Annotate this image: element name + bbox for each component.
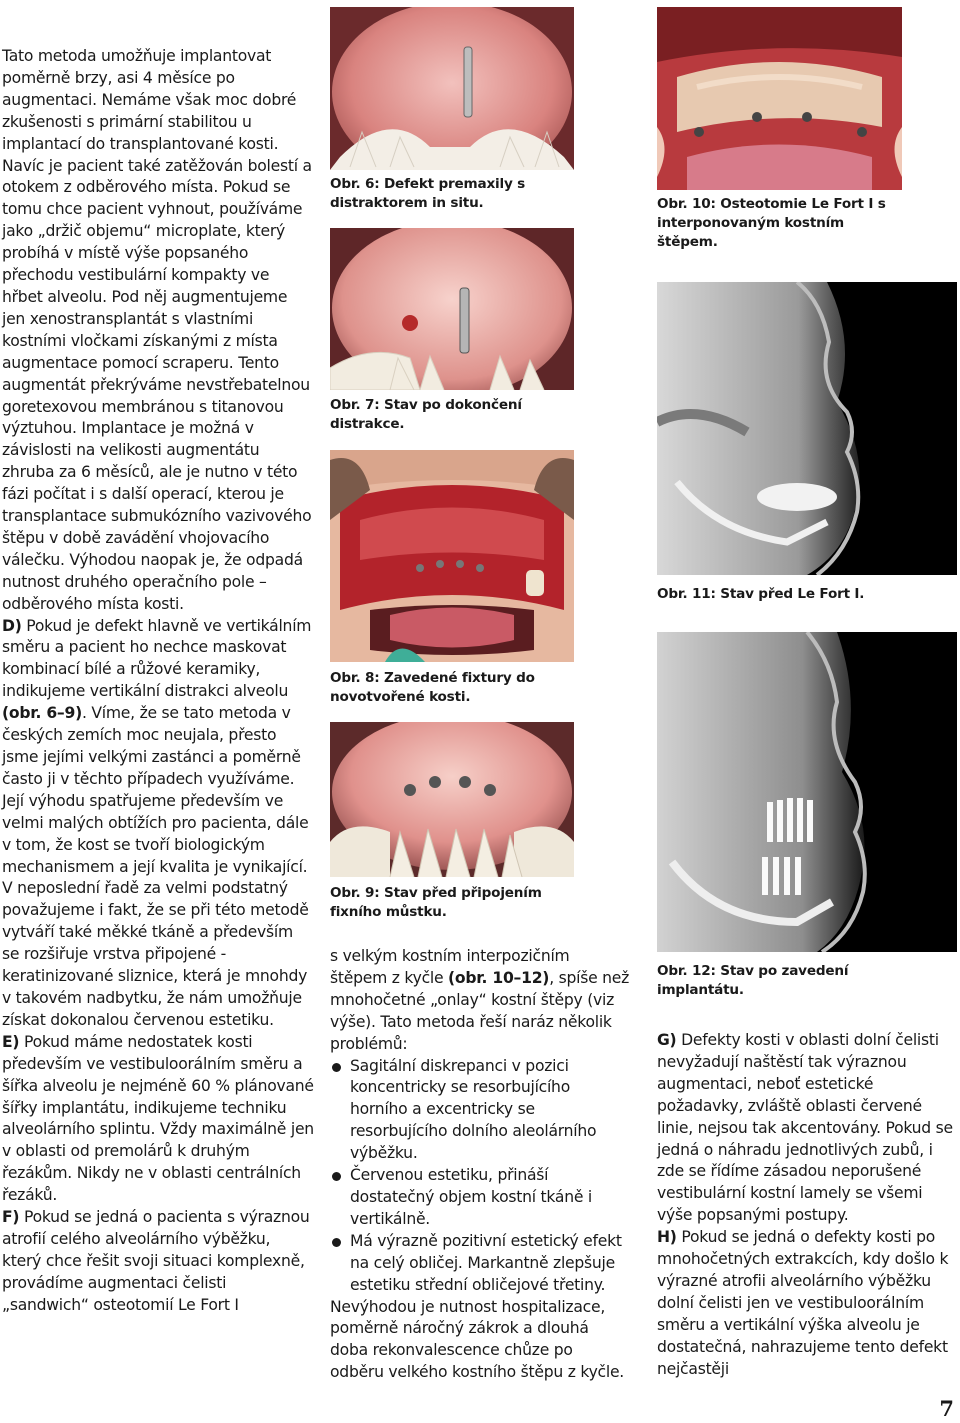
list-item: Červenou estetiku, přináší dostatečný objem kostní tkáně i vertikálně. bbox=[330, 1165, 630, 1231]
page-number: 7 bbox=[939, 1396, 954, 1421]
figure-10-caption: Obr. 10: Osteotomie Le Fort I s interponovaným kostním štěpem. bbox=[657, 196, 886, 250]
figure-11-xray bbox=[657, 282, 957, 575]
figure-9-photo bbox=[330, 722, 574, 877]
bullet-list bbox=[330, 1056, 630, 1297]
column-2-text bbox=[330, 946, 630, 1384]
paragraph-disadvantage: Nevýhodou je nutnost hospitalizace, poměrně náročný zákrok a dlouhá doba rekonvalescence chůze po odběru velkého kostního štěpu z kyčle. bbox=[330, 1297, 625, 1382]
section-f-label: F) bbox=[2, 1208, 20, 1227]
figure-ref-10-12: (obr. 10–12) bbox=[448, 968, 550, 987]
figure-6-caption: Obr. 6: Defekt premaxily s distraktorem in situ. bbox=[330, 176, 526, 211]
figure-6-photo bbox=[330, 7, 574, 170]
column-3-text bbox=[657, 1030, 957, 1381]
figure-9-caption: Obr. 9: Stav před připojením fixního můstku. bbox=[330, 885, 542, 920]
figure-8-photo bbox=[330, 450, 574, 662]
section-e-label: E) bbox=[2, 1032, 20, 1051]
figure-12-caption: Obr. 12: Stav po zavedení implantátu. bbox=[657, 963, 849, 998]
figure-ref-6-9: (obr. 6–9) bbox=[2, 704, 82, 723]
figure-10-photo bbox=[657, 7, 902, 190]
figure-8-caption: Obr. 8: Zavedené fixtury do novotvořené kosti. bbox=[330, 670, 535, 705]
section-g-label: G) bbox=[657, 1031, 677, 1049]
paragraph-intro: Tato metoda umožňuje implantovat poměrně brzy, asi 4 měsíce po augmentaci. Nemáme však moc dobré zkušenosti s primární stabilitou u implantací do transplantované kosti. Navíc je pacient také zatěžován bolestí a otokem z odběrového místa. Pokud se tomu chce pacient vyhnout, používáme jako „držič objemu“ microplate, který probíhá v místě výše popsaného přechodu vestibulární kompakty ve hřbet alveolu. Pod něj augmentujeme jen xenostransplantát s vlastními kostními vločkami získanými z místa augmentace pomocí scraperu. Tento augmentát překrýváme nevstřebatelnou goretexovou membránou s titanovou výztuhou. Implantace je možná v závislosti na velikosti augmentátu zhruba za 6 měsíců, ale je nutno v této fázi počítat i s další operací, kterou je transplantace submukózního vazivového štěpu v době zavádění vhojovacího válečku. Výhodou naopak je, že odpadá nutnost druhého operačního pole – odběrového místa kosti. bbox=[2, 47, 312, 613]
figure-7-caption: Obr. 7: Stav po dokončení distrakce. bbox=[330, 397, 522, 432]
bullet-icon bbox=[332, 1063, 341, 1072]
section-h-label: H) bbox=[657, 1228, 677, 1247]
figure-7-photo bbox=[330, 228, 574, 390]
paragraph-h: H) Pokud se jedná o defekty kosti po mnohočetných extrakcích, kdy došlo k výrazné atrofii alveolárního výběžku dolní čelisti jen ve vestibuloorálním směru a vertikální výška alveolu je dostatečná, nahrazujeme tento defekt nejčastěji bbox=[657, 1228, 949, 1378]
section-d-label: D) bbox=[2, 616, 22, 635]
paragraph-f: F) Pokud se jedná o pacienta s výraznou atrofií celého alveolárního výběžku, který chce řešit svoji situaci komplexně, provádíme augmentaci čelisti „sandwich“ osteotomií Le Fort I bbox=[2, 1208, 310, 1314]
paragraph-e: E) Pokud máme nedostatek kosti především ve vestibuloorálním směru a šířka alveolu je nejméně 60 % plánované šířky implantátu, indikujeme techniku alveolárního splintu. Vždy maximálně jen v oblasti od premolárů k druhým řezákům. Nikdy ne v oblasti centrálních řezáků. bbox=[2, 1032, 314, 1205]
list-item: Má výrazně pozitivní estetický efekt na celý obličej. Markantně zlepšuje estetiku střední obličejové třetiny. bbox=[330, 1231, 630, 1297]
column-1 bbox=[2, 46, 314, 1317]
figure-11-caption: Obr. 11: Stav před Le Fort I. bbox=[657, 586, 865, 602]
bullet-icon bbox=[332, 1238, 341, 1247]
figure-12-xray bbox=[657, 632, 957, 952]
paragraph-d: D) Pokud je defekt hlavně ve vertikálním směru a pacient ho nechce maskovat kombinací bílé a růžové keramiky, indikujeme vertikální distrakci alveolu (obr. 6–9). Víme, že se tato metoda v českých zemích moc neujala, přesto jsme jejími velkými zastánci a poměrně často ji v těchto případech využíváme. Její výhodu spatřujeme především ve velmi malých obtížích pro pacienta, dále v tom, že kost se tvoří biologickým mechanismem a její kvalita je vynikající. V neposlední řadě za velmi podstatný považujeme i fakt, že se při této metodě vytváří také měkké tkáně a především se rozšiřuje vrstva připojené - keratinizované sliznice, která je mnohdy v takovém nadbytku, že nám umožňuje získat dokonalou červenou estetiku. bbox=[2, 616, 312, 1029]
list-item: Sagitální diskrepanci v pozici koncentricky se resorbujícího horního a excentricky se resorbujícího dolního aleolárního výběžku. bbox=[330, 1056, 630, 1166]
paragraph-le-fort: s velkým kostním interpozičním štěpem z kyčle (obr. 10–12), spíše než mnohočetné „onlay“ kostní štěpy (viz výše). Tato metoda řeší naráz několik problémů: bbox=[330, 947, 630, 1053]
paragraph-g: G) Defekty kosti v oblasti dolní čelisti nevyžadují naštěstí tak výraznou augmentaci, neboť estetické požadavky, zvláště oblasti červené linie, nejsou tak akcentovány. Pokud se jedná o náhradu jednotlivých zubů, i zde se řídíme zásadou neporušené vestibulární kostní lamely se všemi výše popsanými postupy. bbox=[657, 1031, 953, 1225]
bullet-icon bbox=[332, 1172, 341, 1181]
